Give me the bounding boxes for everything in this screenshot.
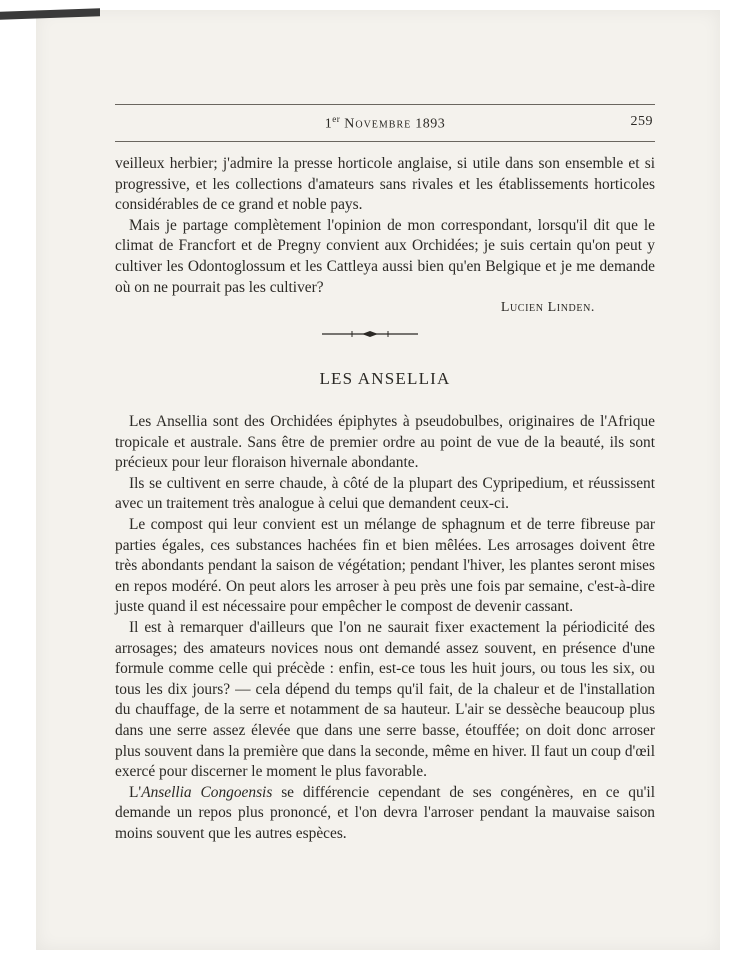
header-date-month: Novembre bbox=[344, 116, 412, 132]
article-paragraph: Les Ansellia sont des Orchidées épiphytes à pseudobulbes, originaires de l'Afrique tropicale et australe. Sans être de premier ordre au point de vue de la beauté, ils sont précieux pour leur floraison hivernale abondante. bbox=[115, 413, 655, 472]
continuation-text bbox=[115, 154, 655, 319]
article-paragraph-last bbox=[115, 783, 655, 845]
continuation-paragraph-1: veilleux herbier; j'admire la presse horticole anglaise, si utile dans son ensemble et si progressive, et les collections d'amateurs sans rivales et les établissements horticoles considérables de ce grand et noble pays. bbox=[115, 155, 655, 214]
running-header bbox=[115, 114, 655, 136]
author-signature-text: Lucien Linden. bbox=[500, 300, 595, 316]
page-number: 259 bbox=[630, 114, 653, 129]
author-signature bbox=[115, 298, 655, 319]
species-name: Ansellia Congoensis bbox=[141, 783, 273, 801]
article-title: LES ANSELLIA bbox=[319, 369, 451, 388]
article-paragraph: Ils se cultivent en serre chaude, à côté de la plupart des Cypripedium, et réussissent avec un traitement très analogue à celui que demandent ceux-ci. bbox=[115, 474, 655, 513]
article-paragraph: Il est à remarquer d'ailleurs que l'on ne saurait fixer exactement la périodicité des arrosages; des amateurs novices nous ont demandé assez souvent, en présence d'une formule comme celle qui précède : enfin, est-ce tous les huit jours, ou tous les six, ou tous les dix jours? — cela dépend du temps qu'il fait, de la chaleur et de l'installation du chauffage, de la serre et notamment de sa hauteur. L'air se dessèche beaucoup plus dans une serre assez élevée que dans une serre basse, étouffée; on doit donc arroser plus souvent dans la première que dans la seconde, même en hiver. Il faut un coup d'œil exercé pour discerner le moment le plus favorable. bbox=[115, 618, 655, 781]
header-date-day: 1 bbox=[324, 116, 333, 132]
last-paragraph-rest: se différencie cependant de ses congénères, en ce qu'il demande un repos plus prononcé, et l'on devra l'arroser pendant la mauvaise saison moins souvent que les autres espèces. bbox=[115, 783, 655, 842]
header-date bbox=[115, 114, 655, 133]
section-divider-ornament bbox=[322, 330, 418, 338]
header-date-year: 1893 bbox=[415, 116, 446, 132]
header-date-sup: er bbox=[332, 114, 341, 124]
article-paragraph: Le compost qui leur convient est un mélange de sphagnum et de terre fibreuse par parties égales, ces substances hachées fin et bien mêlées. Les arrosages doivent être très abondants pendant la saison de végétation; pendant l'hiver, les plantes seront mises en repos modéré. On peut alors les arroser à peu près une fois par semaine, c'est-à-dire juste quand il est nécessaire pour empêcher le compost de devenir cassant. bbox=[115, 515, 655, 616]
article-body bbox=[115, 412, 655, 844]
header-rule-top bbox=[115, 104, 655, 105]
last-paragraph-prefix: L' bbox=[129, 783, 142, 801]
header-rule-bottom bbox=[115, 141, 655, 142]
continuation-paragraph-2: Mais je partage complètement l'opinion de mon correspondant, lorsqu'il dit que le climat de Francfort et de Pregny convient aux Orchidées; je suis certain qu'on peut y cultiver les Odontoglossum et les Cattleya aussi bien qu'en Belgique et je me demande où on ne pourrait pas les cultiver? bbox=[115, 216, 655, 296]
